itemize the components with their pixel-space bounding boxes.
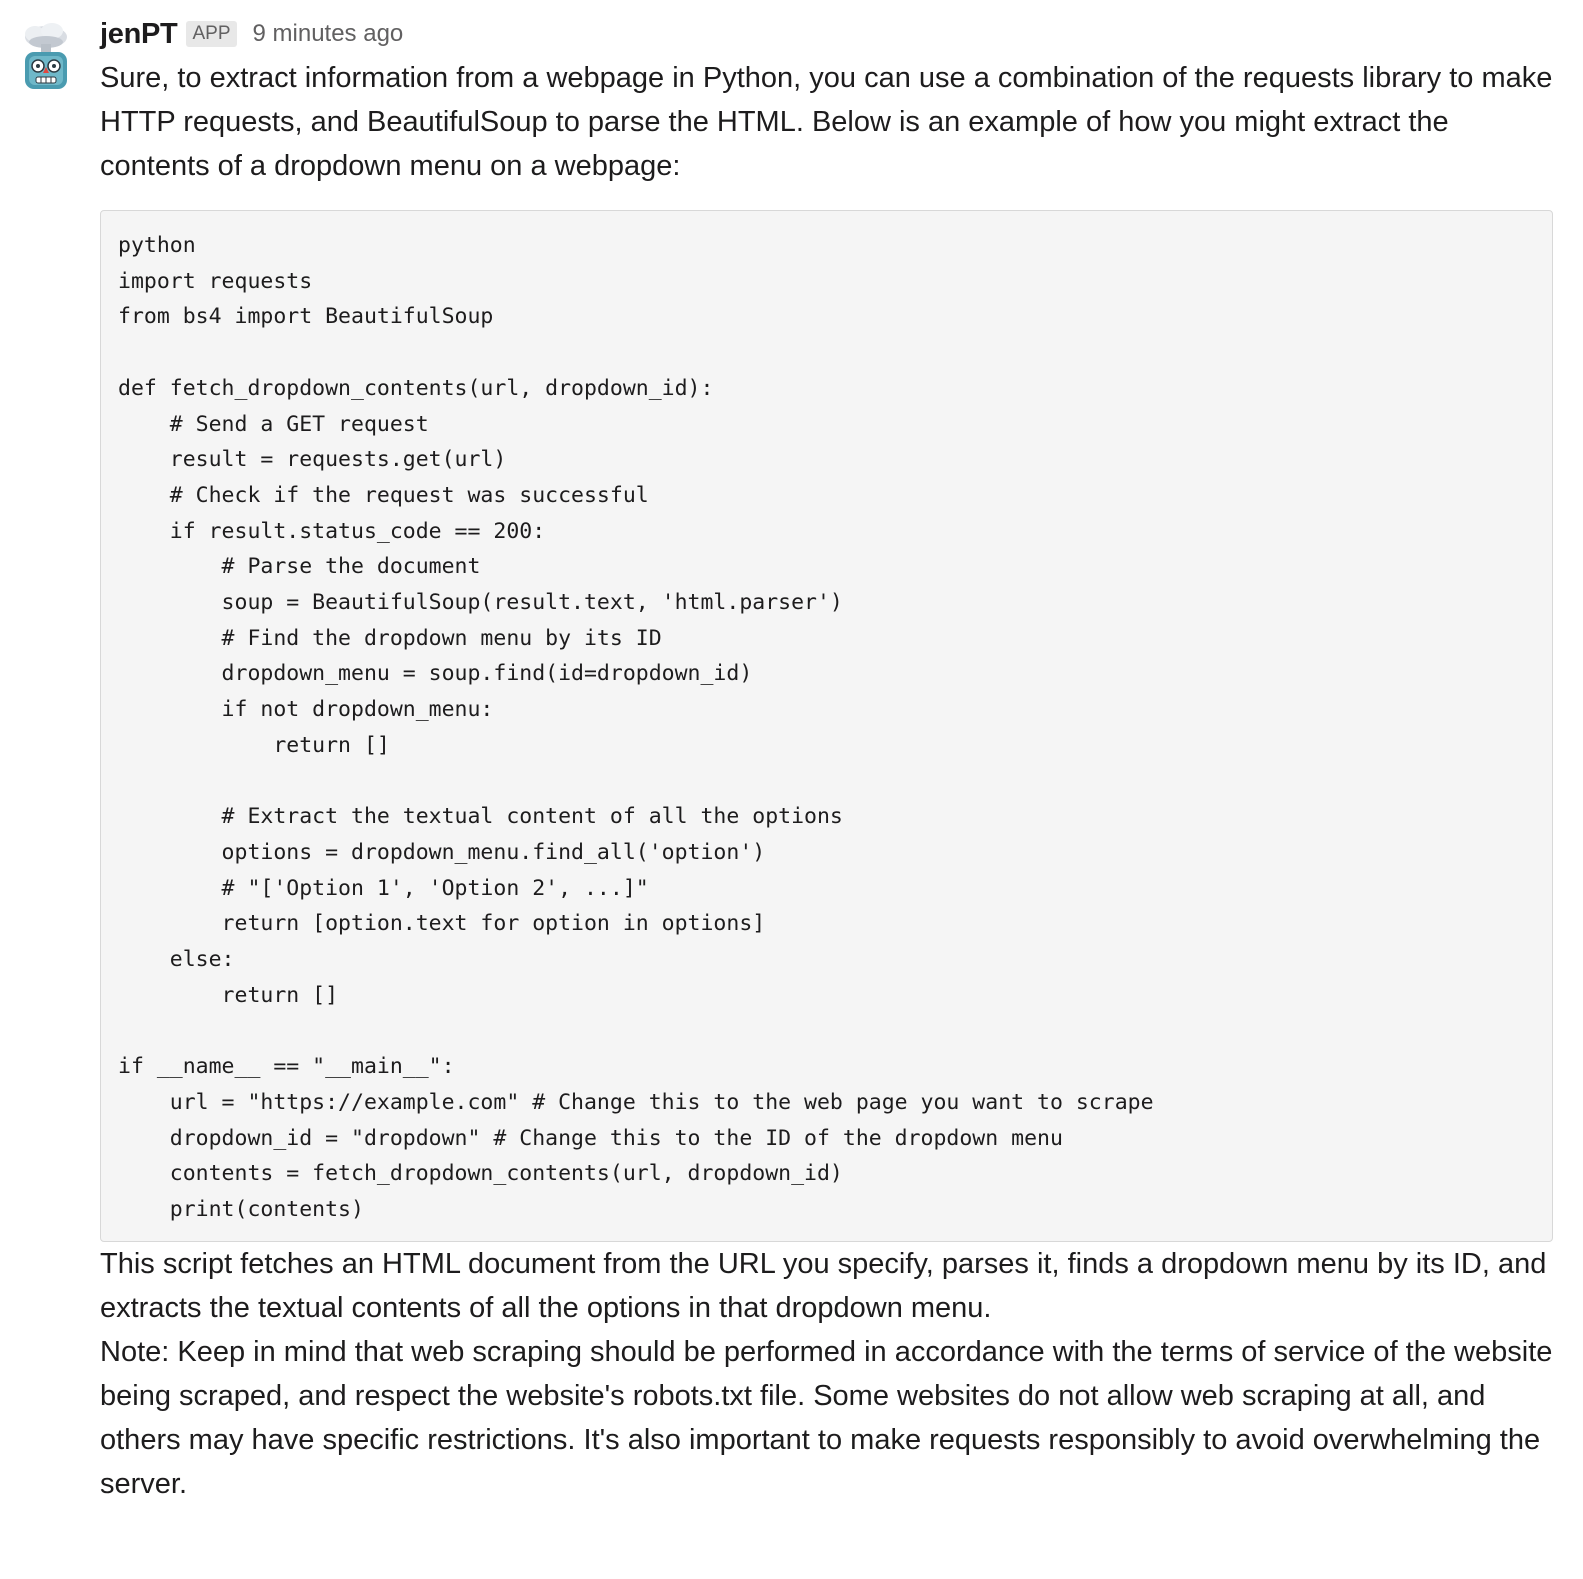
message-summary-text: This script fetches an HTML document from the URL you specify, parses it, finds a dropdown menu by its ID, and extracts the textual contents of all the options in that dropdown menu. — [100, 1248, 1547, 1324]
robot-avatar-icon[interactable] — [20, 20, 72, 92]
app-badge: APP — [186, 21, 236, 47]
robot-exploding-head-icon — [20, 20, 72, 92]
message-header — [100, 12, 1555, 56]
author-name[interactable]: jenPT — [100, 17, 178, 50]
message-intro-text: Sure, to extract information from a webpage in Python, you can use a combination of the requests library to make HTTP requests, and BeautifulSoup to parse the HTML. Below is an example of how you might extract the contents of a dropdown menu on a webpage: — [100, 62, 1553, 182]
message-timestamp[interactable]: 9 minutes ago — [252, 20, 404, 47]
code-text: python import requests from bs4 import BeautifulSoup def fetch_dropdown_contents(url, dropdown_id): # Send a GET request result = requests.get(url) # Check if the request was successful if result.status_code == 200: # Parse the document soup = BeautifulSoup(result.text, 'html.parser') # Find the dropdown menu by its ID dropdown_menu = soup.find(id=dropdown_id) if not dropdown_menu: return [] # Extract the textual content of all the options options = dropdown_menu.find_all('option') # "['Option 1', 'Option 2', ...]" return [option.text for option in options] else: return [] if __name__ == "__main__": url = "https://example.com" # Change this to the web page you want to scrape dropdown_id = "dropdown" # Change this to the ID of the dropdown menu contents = fetch_dropdown_contents(url, dropdown_id) print(contents) — [118, 233, 1154, 1222]
message-content — [100, 12, 1555, 1506]
message-note-text: Note: Keep in mind that web scraping should be performed in accordance with the terms of service of the website being scraped, and respect the website's robots.txt file. Some websites do not allow web scraping at all, and others may have specific restrictions. It's also important to make requests responsibly to avoid overwhelming the server. — [100, 1336, 1553, 1500]
code-block — [100, 210, 1553, 1242]
